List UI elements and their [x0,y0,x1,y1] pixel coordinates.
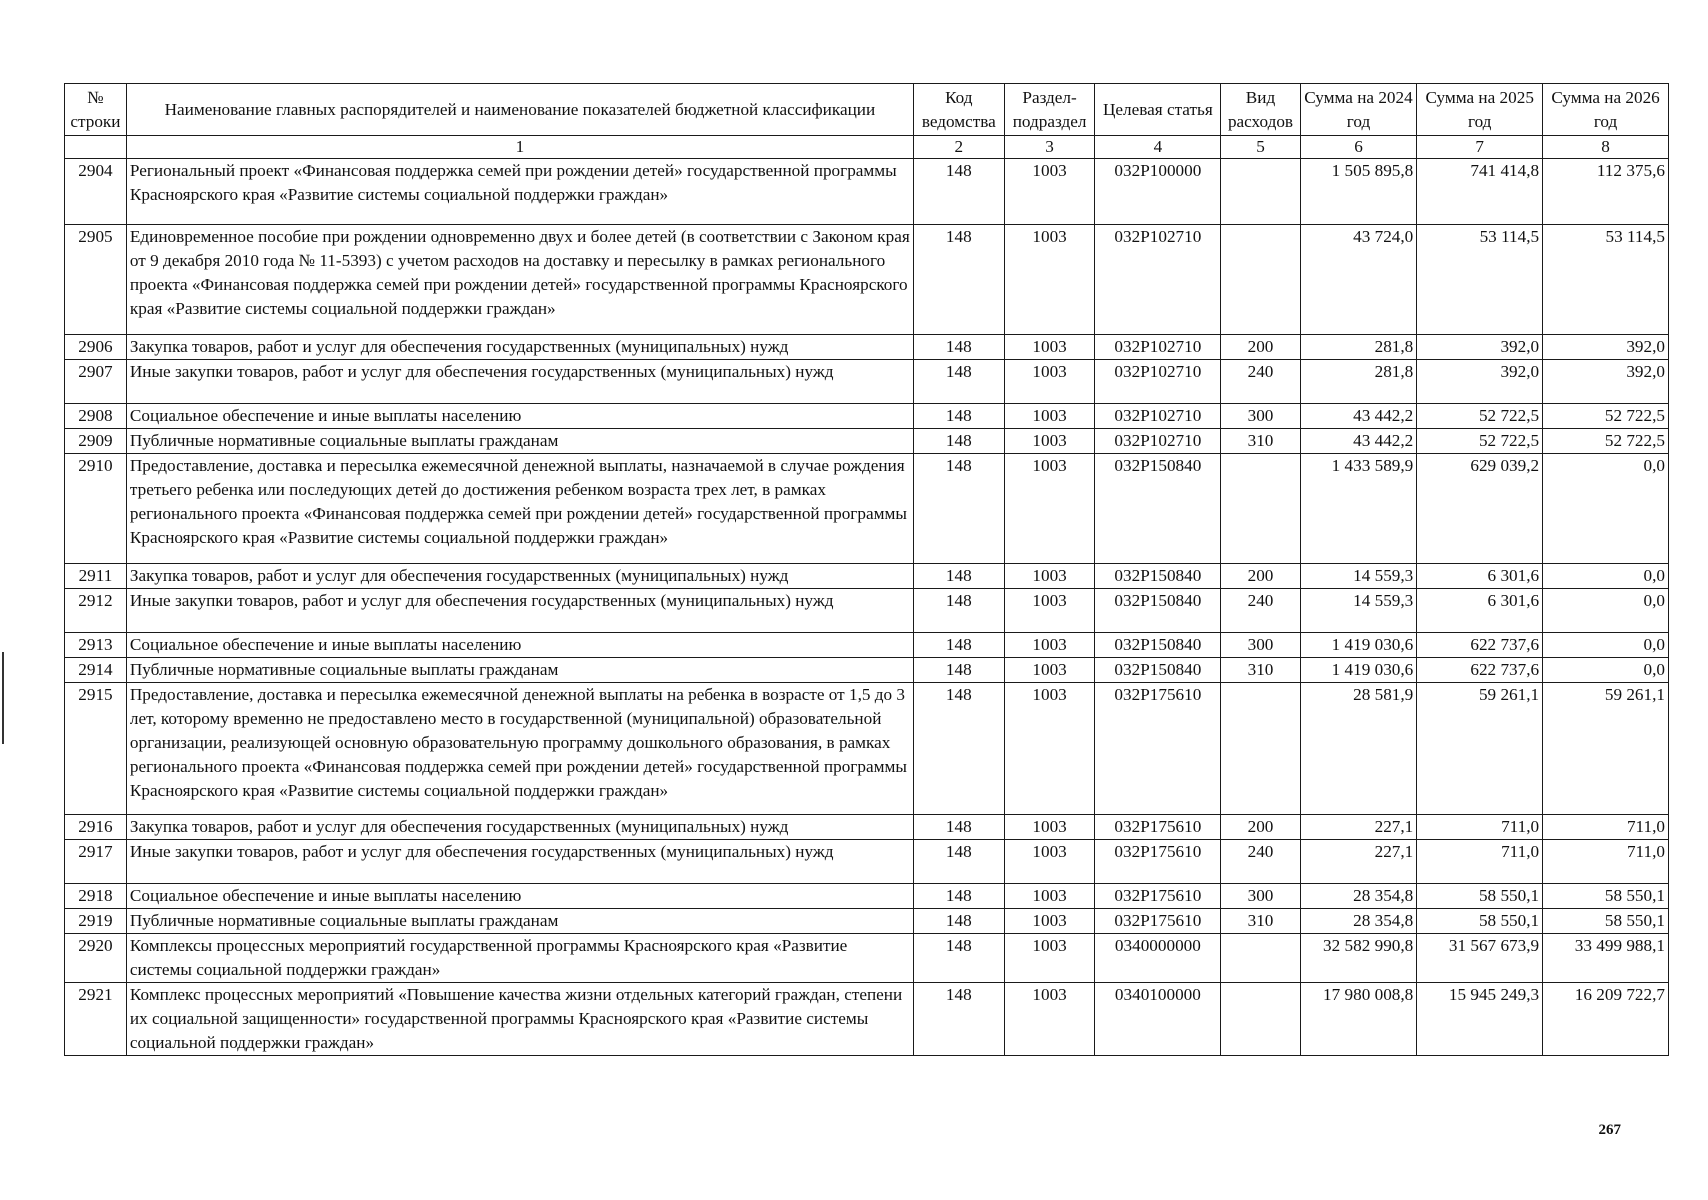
section-cell: 1003 [1004,589,1095,633]
row-name-cell: Публичные нормативные социальные выплаты гражданам [126,909,913,934]
dept-code-cell: 148 [913,454,1004,564]
header-name: Наименование главных распорядителей и наименование показателей бюджетной классификации [126,84,913,136]
row-name-cell: Иные закупки товаров, работ и услуг для обеспечения государственных (муниципальных) нужд [126,360,913,404]
target-article-cell: 032P175610 [1095,909,1221,934]
section-cell: 1003 [1004,840,1095,884]
row-number-cell: 2918 [65,884,127,909]
header-row-no: № строки [65,84,127,136]
row-number-cell: 2911 [65,564,127,589]
table-row [65,404,1669,429]
table-row [65,658,1669,683]
row-number-cell: 2913 [65,633,127,658]
sum-2024-cell: 17 980 008,8 [1300,983,1417,1056]
dept-code-cell: 148 [913,360,1004,404]
expense-type-cell: 310 [1221,429,1300,454]
column-index-row [65,136,1669,159]
sum-2024-cell: 14 559,3 [1300,564,1417,589]
sum-2025-cell: 6 301,6 [1417,564,1543,589]
sum-2026-cell: 0,0 [1543,658,1669,683]
dept-code-cell: 148 [913,429,1004,454]
budget-table [64,83,1669,1056]
sum-2026-cell: 0,0 [1543,633,1669,658]
row-name-cell: Закупка товаров, работ и услуг для обеспечения государственных (муниципальных) нужд [126,335,913,360]
sum-2025-cell: 52 722,5 [1417,429,1543,454]
section-cell: 1003 [1004,429,1095,454]
table-row [65,589,1669,633]
table-body [65,159,1669,1056]
row-number-cell: 2917 [65,840,127,884]
column-index-cell: 5 [1221,136,1300,159]
table-row [65,683,1669,815]
sum-2024-cell: 1 433 589,9 [1300,454,1417,564]
row-name-cell: Социальное обеспечение и иные выплаты населению [126,633,913,658]
row-name-cell: Социальное обеспечение и иные выплаты населению [126,884,913,909]
section-cell: 1003 [1004,934,1095,983]
row-name-cell: Публичные нормативные социальные выплаты гражданам [126,658,913,683]
row-number-cell: 2908 [65,404,127,429]
row-name-cell: Иные закупки товаров, работ и услуг для обеспечения государственных (муниципальных) нужд [126,589,913,633]
target-article-cell: 032P175610 [1095,683,1221,815]
sum-2026-cell: 711,0 [1543,840,1669,884]
dept-code-cell: 148 [913,934,1004,983]
table-row [65,564,1669,589]
sum-2024-cell: 43 442,2 [1300,404,1417,429]
table-row [65,335,1669,360]
dept-code-cell: 148 [913,335,1004,360]
dept-code-cell: 148 [913,564,1004,589]
expense-type-cell: 310 [1221,909,1300,934]
expense-type-cell [1221,225,1300,335]
expense-type-cell [1221,683,1300,815]
row-number-cell: 2906 [65,335,127,360]
dept-code-cell: 148 [913,589,1004,633]
sum-2026-cell: 16 209 722,7 [1543,983,1669,1056]
table-row [65,815,1669,840]
section-cell: 1003 [1004,633,1095,658]
sum-2026-cell: 58 550,1 [1543,909,1669,934]
expense-type-cell [1221,934,1300,983]
expense-type-cell: 310 [1221,658,1300,683]
sum-2025-cell: 392,0 [1417,360,1543,404]
sum-2025-cell: 622 737,6 [1417,633,1543,658]
sum-2024-cell: 14 559,3 [1300,589,1417,633]
row-name-cell: Предоставление, доставка и пересылка ежемесячной денежной выплаты на ребенка в возрасте от 1,5 до 3 лет, которому временно не предоставлено место в государственной (муниципальной) образовательной организации, реализующей основную образовательную программу дошкольного образования, в рамках регионального проекта «Финансовая поддержка семей при рождении детей» государственной программы Красноярского края «Развитие системы социальной поддержки граждан» [126,683,913,815]
sum-2025-cell: 15 945 249,3 [1417,983,1543,1056]
target-article-cell: 032P150840 [1095,564,1221,589]
target-article-cell: 032P175610 [1095,815,1221,840]
expense-type-cell [1221,159,1300,225]
target-article-cell: 032P102710 [1095,404,1221,429]
sum-2024-cell: 28 354,8 [1300,909,1417,934]
target-article-cell: 032P175610 [1095,884,1221,909]
table-row [65,225,1669,335]
sum-2026-cell: 112 375,6 [1543,159,1669,225]
row-number-cell: 2912 [65,589,127,633]
target-article-cell: 032P150840 [1095,454,1221,564]
sum-2024-cell: 32 582 990,8 [1300,934,1417,983]
sum-2025-cell: 622 737,6 [1417,658,1543,683]
target-article-cell: 032P100000 [1095,159,1221,225]
sum-2025-cell: 58 550,1 [1417,909,1543,934]
dept-code-cell: 148 [913,909,1004,934]
sum-2025-cell: 392,0 [1417,335,1543,360]
row-name-cell: Единовременное пособие при рождении одновременно двух и более детей (в соответствии с Законом края от 9 декабря 2010 года № 11-5393) с учетом расходов на доставку и пересылку в рамках регионального проекта «Финансовая поддержка семей при рождении детей» государственной программы Красноярского края «Развитие системы социальной поддержки граждан» [126,225,913,335]
target-article-cell: 032P102710 [1095,225,1221,335]
dept-code-cell: 148 [913,884,1004,909]
sum-2025-cell: 31 567 673,9 [1417,934,1543,983]
row-name-cell: Закупка товаров, работ и услуг для обеспечения государственных (муниципальных) нужд [126,815,913,840]
target-article-cell: 032P150840 [1095,658,1221,683]
dept-code-cell: 148 [913,815,1004,840]
row-name-cell: Комплекс процессных мероприятий «Повышение качества жизни отдельных категорий граждан, степени их социальной защищенности» государственной программы Красноярского края «Развитие системы социальной поддержки граждан» [126,983,913,1056]
header-sum-2024: Сумма на 2024 год [1300,84,1417,136]
column-index-cell: 3 [1004,136,1095,159]
table-row [65,840,1669,884]
sum-2024-cell: 28 581,9 [1300,683,1417,815]
target-article-cell: 032P102710 [1095,429,1221,454]
table-row [65,884,1669,909]
expense-type-cell: 200 [1221,815,1300,840]
target-article-cell: 0340000000 [1095,934,1221,983]
expense-type-cell: 300 [1221,884,1300,909]
row-number-cell: 2915 [65,683,127,815]
table-row [65,159,1669,225]
row-number-cell: 2919 [65,909,127,934]
header-expense-type: Вид расходов [1221,84,1300,136]
dept-code-cell: 148 [913,658,1004,683]
row-number-cell: 2914 [65,658,127,683]
expense-type-cell: 240 [1221,589,1300,633]
sum-2026-cell: 392,0 [1543,335,1669,360]
section-cell: 1003 [1004,159,1095,225]
header-section: Раздел-подраздел [1004,84,1095,136]
sum-2026-cell: 52 722,5 [1543,404,1669,429]
section-cell: 1003 [1004,658,1095,683]
sum-2025-cell: 629 039,2 [1417,454,1543,564]
target-article-cell: 032P175610 [1095,840,1221,884]
scan-edge-mark [2,652,4,744]
table-row [65,983,1669,1056]
sum-2025-cell: 53 114,5 [1417,225,1543,335]
header-sum-2026: Сумма на 2026 год [1543,84,1669,136]
row-name-cell: Комплексы процессных мероприятий государственной программы Красноярского края «Развитие системы социальной поддержки граждан» [126,934,913,983]
target-article-cell: 032P150840 [1095,633,1221,658]
sum-2024-cell: 227,1 [1300,815,1417,840]
section-cell: 1003 [1004,815,1095,840]
column-index-cell: 6 [1300,136,1417,159]
table-row [65,454,1669,564]
row-name-cell: Региональный проект «Финансовая поддержка семей при рождении детей» государственной программы Красноярского края «Развитие системы социальной поддержки граждан» [126,159,913,225]
row-name-cell: Предоставление, доставка и пересылка ежемесячной денежной выплаты, назначаемой в случае рождения третьего ребенка или последующих детей до достижения ребенком возраста трех лет, в рамках регионального проекта «Финансовая поддержка семей при рождении детей» государственной программы Красноярского края «Развитие системы социальной поддержки граждан» [126,454,913,564]
expense-type-cell [1221,983,1300,1056]
table-row [65,633,1669,658]
section-cell: 1003 [1004,909,1095,934]
sum-2026-cell: 33 499 988,1 [1543,934,1669,983]
dept-code-cell: 148 [913,633,1004,658]
row-number-cell: 2907 [65,360,127,404]
header-dept-code: Код ведомства [913,84,1004,136]
section-cell: 1003 [1004,454,1095,564]
row-number-cell: 2910 [65,454,127,564]
sum-2026-cell: 392,0 [1543,360,1669,404]
sum-2026-cell: 0,0 [1543,454,1669,564]
sum-2024-cell: 281,8 [1300,335,1417,360]
sum-2026-cell: 0,0 [1543,564,1669,589]
target-article-cell: 0340100000 [1095,983,1221,1056]
sum-2024-cell: 281,8 [1300,360,1417,404]
expense-type-cell: 300 [1221,633,1300,658]
row-name-cell: Иные закупки товаров, работ и услуг для обеспечения государственных (муниципальных) нужд [126,840,913,884]
page-number: 267 [1598,1122,1621,1138]
column-index-cell: 4 [1095,136,1221,159]
dept-code-cell: 148 [913,983,1004,1056]
sum-2024-cell: 1 419 030,6 [1300,633,1417,658]
dept-code-cell: 148 [913,840,1004,884]
row-number-cell: 2905 [65,225,127,335]
sum-2025-cell: 741 414,8 [1417,159,1543,225]
expense-type-cell: 200 [1221,335,1300,360]
expense-type-cell: 200 [1221,564,1300,589]
expense-type-cell: 240 [1221,360,1300,404]
sum-2026-cell: 59 261,1 [1543,683,1669,815]
row-number-cell: 2920 [65,934,127,983]
row-number-cell: 2909 [65,429,127,454]
sum-2024-cell: 43 442,2 [1300,429,1417,454]
table-row [65,360,1669,404]
header-sum-2025: Сумма на 2025 год [1417,84,1543,136]
sum-2025-cell: 58 550,1 [1417,884,1543,909]
section-cell: 1003 [1004,360,1095,404]
expense-type-cell: 240 [1221,840,1300,884]
row-number-cell: 2921 [65,983,127,1056]
section-cell: 1003 [1004,335,1095,360]
sum-2025-cell: 59 261,1 [1417,683,1543,815]
column-index-cell: 2 [913,136,1004,159]
column-index-cell: 7 [1417,136,1543,159]
table-row [65,934,1669,983]
expense-type-cell: 300 [1221,404,1300,429]
target-article-cell: 032P150840 [1095,589,1221,633]
section-cell: 1003 [1004,564,1095,589]
dept-code-cell: 148 [913,225,1004,335]
row-number-cell: 2916 [65,815,127,840]
row-name-cell: Публичные нормативные социальные выплаты гражданам [126,429,913,454]
dept-code-cell: 148 [913,159,1004,225]
section-cell: 1003 [1004,225,1095,335]
target-article-cell: 032P102710 [1095,335,1221,360]
section-cell: 1003 [1004,683,1095,815]
sum-2025-cell: 6 301,6 [1417,589,1543,633]
row-name-cell: Закупка товаров, работ и услуг для обеспечения государственных (муниципальных) нужд [126,564,913,589]
section-cell: 1003 [1004,884,1095,909]
expense-type-cell [1221,454,1300,564]
dept-code-cell: 148 [913,683,1004,815]
column-index-cell: 1 [126,136,913,159]
sum-2024-cell: 1 505 895,8 [1300,159,1417,225]
dept-code-cell: 148 [913,404,1004,429]
sum-2025-cell: 711,0 [1417,815,1543,840]
sum-2024-cell: 28 354,8 [1300,884,1417,909]
sum-2024-cell: 43 724,0 [1300,225,1417,335]
row-number-cell: 2904 [65,159,127,225]
row-name-cell: Социальное обеспечение и иные выплаты населению [126,404,913,429]
sum-2026-cell: 52 722,5 [1543,429,1669,454]
column-index-cell: 8 [1543,136,1669,159]
sum-2025-cell: 52 722,5 [1417,404,1543,429]
sum-2024-cell: 227,1 [1300,840,1417,884]
sum-2025-cell: 711,0 [1417,840,1543,884]
section-cell: 1003 [1004,404,1095,429]
sum-2026-cell: 711,0 [1543,815,1669,840]
target-article-cell: 032P102710 [1095,360,1221,404]
sum-2026-cell: 58 550,1 [1543,884,1669,909]
sum-2026-cell: 53 114,5 [1543,225,1669,335]
sum-2024-cell: 1 419 030,6 [1300,658,1417,683]
sum-2026-cell: 0,0 [1543,589,1669,633]
table-row [65,429,1669,454]
column-index-cell [65,136,127,159]
section-cell: 1003 [1004,983,1095,1056]
header-target-article: Целевая статья [1095,84,1221,136]
table-row [65,909,1669,934]
table-header [65,84,1669,159]
